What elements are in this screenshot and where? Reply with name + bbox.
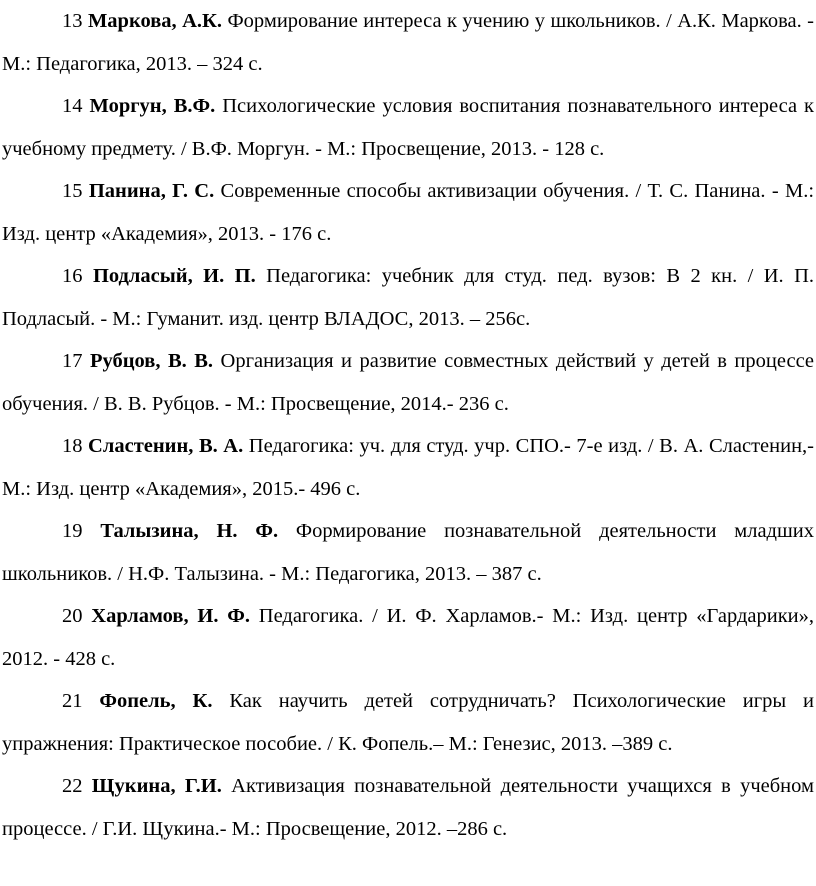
entry-author: Рубцов, В. В. [89,350,214,372]
bibliography-entry [2,255,814,340]
entry-text: Педагогика: уч. для студ. учр. СПО.- 7-е изд. / В. А. Сластенин,- М.: Изд. центр «Академия», 2015.- 496 с. [2,435,814,500]
entry-author: Моргун, В.Ф. [89,95,216,117]
entry-author: Панина, Г. С. [88,180,215,202]
entry-number: 22 [62,775,83,797]
entry-text: Формирование познавательной деятельности младших школьников. / Н.Ф. Талызина. - М.: Педагогика, 2013. – 387 с. [2,520,814,585]
entry-text: Активизация познавательной деятельности учащихся в учебном процессе. / Г.И. Щукина.- М.: Просвещение, 2012. –286 с. [2,775,814,840]
entry-author: Талызина, Н. Ф. [100,520,279,542]
bibliography-entry [2,510,814,595]
bibliography-entry [2,0,814,85]
entry-number: 17 [62,350,83,372]
bibliography-entry [2,425,814,510]
entry-number: 20 [62,605,83,627]
bibliography-entry [2,595,814,680]
entry-author: Маркова, А.К. [87,10,223,32]
entry-number: 18 [62,435,83,457]
entry-author: Сластенин, В. А. [88,435,244,457]
entry-author: Харламов, И. Ф. [91,605,250,627]
entry-author: Щукина, Г.И. [91,775,222,797]
entry-number: 15 [62,180,83,202]
entry-text: Формирование интереса к учению у школьников. / А.К. Маркова. - М.: Педагогика, 2013. – 324 с. [2,10,814,75]
bibliography-entry [2,765,814,850]
entry-text: Современные способы активизации обучения. / Т. С. Панина. - М.: Изд. центр «Академия», 2013. - 176 с. [2,180,815,245]
bibliography-list [2,0,814,850]
entry-text: Как научить детей сотрудничать? Психологические игры и упражнения: Практическое пособие. / К. Фопель.– М.: Генезис, 2013. –389 с. [2,690,815,755]
entry-number: 21 [62,690,83,712]
entry-number: 14 [62,95,83,117]
entry-text: Психологические условия воспитания познавательного интереса к учебному предмету. / В.Ф. Моргун. - М.: Просвещение, 2013. - 128 с. [2,95,815,160]
entry-text: Педагогика. / И. Ф. Харламов.- М.: Изд. центр «Гардарики», 2012. - 428 с. [2,605,815,670]
entry-text: Педагогика: учебник для студ. пед. вузов: В 2 кн. / И. П. Подласый. - М.: Гуманит. изд. центр ВЛАДОС, 2013. – 256с. [2,265,815,330]
bibliography-entry [2,680,814,765]
entry-number: 16 [62,265,83,287]
entry-author: Фопель, К. [99,690,213,712]
bibliography-entry [2,85,814,170]
entry-author: Подласый, И. П. [92,265,256,287]
bibliography-entry [2,340,814,425]
entry-number: 19 [62,520,83,542]
entry-text: Организация и развитие совместных действий у детей в процессе обучения. / В. В. Рубцов. - М.: Просвещение, 2014.- 236 с. [2,350,815,415]
bibliography-entry [2,170,814,255]
entry-number: 13 [62,10,83,32]
